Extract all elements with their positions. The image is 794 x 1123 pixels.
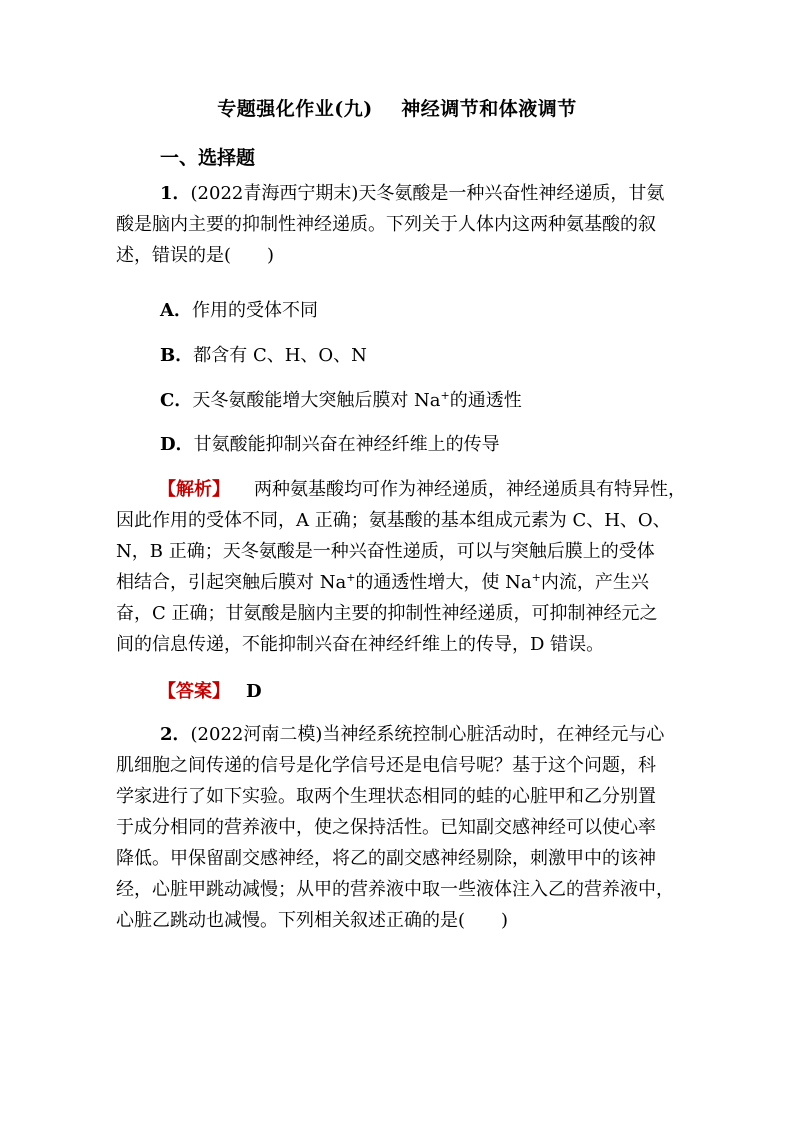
analysis-tag: 【解析】	[158, 479, 230, 500]
question-2-line-7: 心脏乙跳动也减慢。下列相关叙述正确的是( )	[116, 910, 509, 931]
option-c-label: C．	[160, 390, 193, 411]
option-c	[160, 386, 522, 412]
option-b	[160, 341, 367, 367]
question-1-text-1: (2022青海西宁期末)天冬氨酸是一种兴奋性神经递质，甘氨	[190, 183, 665, 204]
question-2-line-5: 降低。甲保留副交感神经，将乙的副交感神经剔除，刺激甲中的该神	[116, 848, 656, 869]
option-d	[160, 430, 500, 456]
question-2-stem	[116, 719, 676, 936]
answer-tag: 【答案】	[158, 681, 230, 702]
analysis-text-4c: 内流，产生兴	[540, 572, 649, 593]
analysis-text-1: 两种氨基酸均可作为神经递质，神经递质具有特异性，	[254, 479, 686, 500]
option-a-label: A．	[160, 300, 192, 321]
answer-line	[158, 677, 262, 703]
analysis-line-5: 奋，C 正确；甘氨酸是脑内主要的抑制性神经递质，可抑制神经元之	[116, 603, 658, 624]
question-2-line-6: 经，心脏甲跳动减慢；从甲的营养液中取一些液体注入乙的营养液中，	[116, 879, 674, 900]
option-d-text: 甘氨酸能抑制兴奋在神经纤维上的传导	[193, 434, 500, 455]
option-c-text-1: 天冬氨酸能增大突触后膜对 Na	[192, 390, 441, 411]
analysis-line-4	[116, 567, 676, 598]
question-1-line-3: 述，错误的是( )	[116, 245, 275, 266]
section-heading: 一、选择题	[160, 147, 256, 169]
analysis-superscript-2: +	[531, 571, 541, 584]
analysis-block	[116, 474, 686, 660]
option-c-superscript: +	[440, 389, 450, 402]
question-1-number: 1．	[160, 183, 191, 204]
analysis-superscript-1: +	[346, 571, 356, 584]
option-b-label: B．	[160, 345, 194, 366]
question-2-line-1	[116, 719, 676, 750]
analysis-line-1	[116, 474, 686, 505]
question-1-line-2: 酸是脑内主要的抑制性神经递质。下列关于人体内这两种氨基酸的叙	[116, 214, 656, 235]
question-2-line-4: 于成分相同的营养液中，使之保持活性。已知副交感神经可以使心率	[116, 817, 656, 838]
option-b-text: 都含有 C、H、O、N	[193, 345, 367, 366]
option-a	[160, 296, 318, 322]
analysis-text-4b: 的通透性增大，使 Na	[355, 572, 532, 593]
page-title: 专题强化作业(九) 神经调节和体液调节	[217, 98, 577, 120]
question-2-number: 2．	[160, 724, 191, 745]
analysis-line-6: 间的信息传递，不能抑制兴奋在神经纤维上的传导，D 错误。	[116, 634, 605, 655]
question-1-stem	[116, 178, 665, 271]
answer-value: D	[246, 681, 262, 702]
option-a-text: 作用的受体不同	[191, 300, 318, 321]
question-2-line-2: 肌细胞之间传递的信号是化学信号还是电信号呢？基于这个问题，科	[116, 755, 656, 776]
analysis-text-4a: 相结合，引起突触后膜对 Na	[116, 572, 347, 593]
analysis-line-2: 因此作用的受体不同，A 正确；氨基酸的基本组成元素为 C、H、O、	[116, 510, 671, 531]
option-c-text-2: 的通透性	[449, 390, 522, 411]
option-d-label: D．	[160, 434, 194, 455]
question-2-text-1: (2022河南二模)当神经系统控制心脏活动时，在神经元与心	[190, 724, 665, 745]
question-1-line-1	[158, 178, 665, 209]
analysis-line-3: N，B 正确；天冬氨酸是一种兴奋性递质，可以与突触后膜上的受体	[116, 541, 655, 562]
question-2-line-3: 学家进行了如下实验。取两个生理状态相同的蛙的心脏甲和乙分别置	[116, 786, 656, 807]
